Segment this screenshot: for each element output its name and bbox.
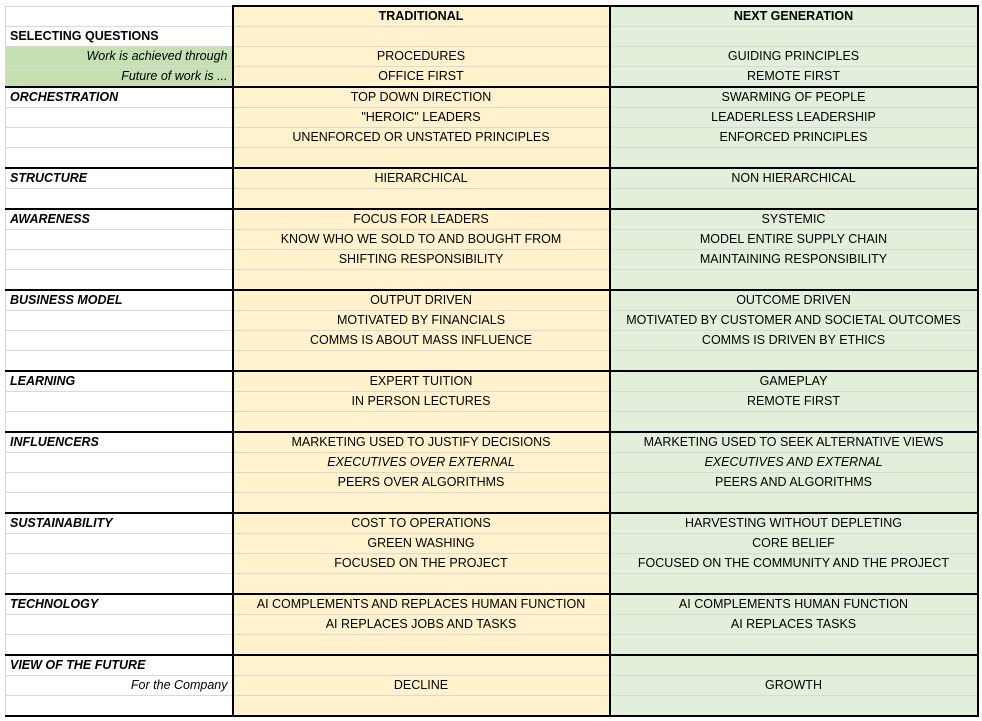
- future-row: [6, 676, 978, 696]
- cell-empty[interactable]: [6, 230, 233, 250]
- section-row-influencers: [6, 493, 978, 514]
- selecting-row: [6, 67, 978, 88]
- cell-empty[interactable]: [6, 331, 233, 351]
- cell-empty[interactable]: [6, 311, 233, 331]
- section-row-orchestration: [6, 108, 978, 128]
- cell-empty[interactable]: [6, 148, 233, 169]
- section-row-business-model: [6, 311, 978, 331]
- next-item[interactable]: LEADERLESS LEADERSHIP: [610, 108, 978, 128]
- section-title-orchestration[interactable]: ORCHESTRATION: [6, 87, 233, 108]
- selecting-label[interactable]: Work is achieved through: [6, 47, 233, 67]
- selecting-traditional[interactable]: PROCEDURES: [233, 47, 610, 67]
- cell-empty[interactable]: [610, 655, 978, 676]
- next-item[interactable]: EXECUTIVES AND EXTERNAL: [610, 453, 978, 473]
- cell-empty[interactable]: [6, 473, 233, 493]
- section-row-awareness: [6, 270, 978, 291]
- section-title-learning[interactable]: LEARNING: [6, 371, 233, 392]
- future-sublabel[interactable]: For the Company: [6, 676, 233, 696]
- section-row-awareness: [6, 230, 978, 250]
- section-row-orchestration: [6, 128, 978, 148]
- traditional-item[interactable]: COST TO OPERATIONS: [233, 513, 610, 534]
- section-row-learning: [6, 412, 978, 433]
- cell-empty[interactable]: [233, 270, 610, 291]
- traditional-item[interactable]: EXPERT TUITION: [233, 371, 610, 392]
- traditional-item[interactable]: EXECUTIVES OVER EXTERNAL: [233, 453, 610, 473]
- cell-empty[interactable]: [233, 351, 610, 372]
- section-row-awareness: [6, 250, 978, 270]
- cell-empty[interactable]: [610, 412, 978, 433]
- comparison-sheet: [5, 5, 979, 717]
- section-row-sustainability: [6, 554, 978, 574]
- cell-empty[interactable]: [233, 189, 610, 210]
- section-title-sustainability[interactable]: SUSTAINABILITY: [6, 513, 233, 534]
- cell-empty[interactable]: [610, 189, 978, 210]
- next-item[interactable]: PEERS AND ALGORITHMS: [610, 473, 978, 493]
- cell-empty[interactable]: [6, 128, 233, 148]
- section-row-technology: [6, 594, 978, 615]
- next-item[interactable]: NON HIERARCHICAL: [610, 168, 978, 189]
- header-traditional[interactable]: TRADITIONAL: [233, 6, 610, 27]
- section-title-influencers[interactable]: INFLUENCERS: [6, 432, 233, 453]
- next-item[interactable]: MODEL ENTIRE SUPPLY CHAIN: [610, 230, 978, 250]
- section-title-business-model[interactable]: BUSINESS MODEL: [6, 290, 233, 311]
- traditional-item[interactable]: AI REPLACES JOBS AND TASKS: [233, 615, 610, 635]
- cell-empty[interactable]: [6, 615, 233, 635]
- traditional-item[interactable]: MARKETING USED TO JUSTIFY DECISIONS: [233, 432, 610, 453]
- cell-empty[interactable]: [610, 270, 978, 291]
- traditional-item[interactable]: IN PERSON LECTURES: [233, 392, 610, 412]
- next-item[interactable]: SYSTEMIC: [610, 209, 978, 230]
- cell-empty[interactable]: [233, 148, 610, 169]
- cell-empty[interactable]: [610, 27, 978, 47]
- traditional-item[interactable]: "HEROIC" LEADERS: [233, 108, 610, 128]
- traditional-item[interactable]: TOP DOWN DIRECTION: [233, 87, 610, 108]
- section-title-technology[interactable]: TECHNOLOGY: [6, 594, 233, 615]
- traditional-item[interactable]: MOTIVATED BY FINANCIALS: [233, 311, 610, 331]
- section-row-orchestration: [6, 87, 978, 108]
- traditional-item[interactable]: PEERS OVER ALGORITHMS: [233, 473, 610, 493]
- traditional-item[interactable]: FOCUS FOR LEADERS: [233, 209, 610, 230]
- next-item[interactable]: FOCUSED ON THE COMMUNITY AND THE PROJECT: [610, 554, 978, 574]
- traditional-item[interactable]: AI COMPLEMENTS AND REPLACES HUMAN FUNCTION: [233, 594, 610, 615]
- selecting-questions-title[interactable]: SELECTING QUESTIONS: [6, 27, 233, 47]
- traditional-item[interactable]: OUTPUT DRIVEN: [233, 290, 610, 311]
- section-row-sustainability: [6, 574, 978, 595]
- next-item[interactable]: HARVESTING WITHOUT DEPLETING: [610, 513, 978, 534]
- section-row-sustainability: [6, 534, 978, 554]
- cell-empty[interactable]: [6, 392, 233, 412]
- cell-empty[interactable]: [6, 351, 233, 372]
- header-row: [6, 6, 978, 27]
- next-item[interactable]: AI COMPLEMENTS HUMAN FUNCTION: [610, 594, 978, 615]
- future-traditional[interactable]: DECLINE: [233, 676, 610, 696]
- header-next-generation[interactable]: NEXT GENERATION: [610, 6, 978, 27]
- cell-empty[interactable]: [610, 493, 978, 514]
- traditional-item[interactable]: GREEN WASHING: [233, 534, 610, 554]
- section-row-structure: [6, 189, 978, 210]
- next-item[interactable]: MARKETING USED TO SEEK ALTERNATIVE VIEWS: [610, 432, 978, 453]
- next-item[interactable]: AI REPLACES TASKS: [610, 615, 978, 635]
- cell-empty[interactable]: [6, 696, 233, 717]
- selecting-next[interactable]: REMOTE FIRST: [610, 67, 978, 88]
- selecting-title-row: [6, 27, 978, 47]
- selecting-traditional[interactable]: OFFICE FIRST: [233, 67, 610, 88]
- cell-empty[interactable]: [610, 351, 978, 372]
- section-row-influencers: [6, 473, 978, 493]
- cell-empty[interactable]: [610, 148, 978, 169]
- cell-empty[interactable]: [610, 696, 978, 717]
- section-row-technology: [6, 635, 978, 656]
- section-row-business-model: [6, 351, 978, 372]
- selecting-label[interactable]: Future of work is ...: [6, 67, 233, 88]
- traditional-item[interactable]: SHIFTING RESPONSIBILITY: [233, 250, 610, 270]
- section-row-influencers: [6, 453, 978, 473]
- next-item[interactable]: OUTCOME DRIVEN: [610, 290, 978, 311]
- section-row-learning: [6, 371, 978, 392]
- section-row-awareness: [6, 209, 978, 230]
- cell-empty[interactable]: [233, 696, 610, 717]
- section-row-influencers: [6, 432, 978, 453]
- cell-empty[interactable]: [6, 493, 233, 514]
- cell-empty[interactable]: [233, 574, 610, 595]
- next-item[interactable]: GAMEPLAY: [610, 371, 978, 392]
- next-item[interactable]: MOTIVATED BY CUSTOMER AND SOCIETAL OUTCOMES: [610, 311, 978, 331]
- cell-empty[interactable]: [6, 189, 233, 210]
- traditional-item[interactable]: FOCUSED ON THE PROJECT: [233, 554, 610, 574]
- cell-empty[interactable]: [233, 635, 610, 656]
- cell-empty[interactable]: [610, 574, 978, 595]
- section-title-structure[interactable]: STRUCTURE: [6, 168, 233, 189]
- traditional-item[interactable]: HIERARCHICAL: [233, 168, 610, 189]
- selecting-next[interactable]: GUIDING PRINCIPLES: [610, 47, 978, 67]
- cell-empty[interactable]: [6, 250, 233, 270]
- cell-empty[interactable]: [233, 493, 610, 514]
- cell-header-label[interactable]: [6, 6, 233, 27]
- cell-empty[interactable]: [6, 574, 233, 595]
- future-title-row: [6, 655, 978, 676]
- next-item[interactable]: MAINTAINING RESPONSIBILITY: [610, 250, 978, 270]
- traditional-item[interactable]: KNOW WHO WE SOLD TO AND BOUGHT FROM: [233, 230, 610, 250]
- section-row-orchestration: [6, 148, 978, 169]
- next-item[interactable]: CORE BELIEF: [610, 534, 978, 554]
- traditional-item[interactable]: UNENFORCED OR UNSTATED PRINCIPLES: [233, 128, 610, 148]
- cell-empty[interactable]: [6, 270, 233, 291]
- section-row-learning: [6, 392, 978, 412]
- section-row-technology: [6, 615, 978, 635]
- next-item[interactable]: REMOTE FIRST: [610, 392, 978, 412]
- section-title-awareness[interactable]: AWARENESS: [6, 209, 233, 230]
- selecting-row: [6, 47, 978, 67]
- cell-empty[interactable]: [6, 635, 233, 656]
- cell-empty[interactable]: [233, 27, 610, 47]
- future-title[interactable]: VIEW OF THE FUTURE: [6, 655, 233, 676]
- future-next[interactable]: GROWTH: [610, 676, 978, 696]
- section-row-structure: [6, 168, 978, 189]
- section-row-business-model: [6, 290, 978, 311]
- cell-empty[interactable]: [6, 108, 233, 128]
- cell-empty[interactable]: [6, 412, 233, 433]
- section-row-business-model: [6, 331, 978, 351]
- cell-empty[interactable]: [233, 655, 610, 676]
- cell-empty[interactable]: [6, 453, 233, 473]
- cell-empty[interactable]: [233, 412, 610, 433]
- cell-empty[interactable]: [6, 554, 233, 574]
- cell-empty[interactable]: [610, 635, 978, 656]
- section-row-sustainability: [6, 513, 978, 534]
- next-item[interactable]: ENFORCED PRINCIPLES: [610, 128, 978, 148]
- cell-empty[interactable]: [6, 534, 233, 554]
- traditional-item[interactable]: COMMS IS ABOUT MASS INFLUENCE: [233, 331, 610, 351]
- next-item[interactable]: COMMS IS DRIVEN BY ETHICS: [610, 331, 978, 351]
- next-item[interactable]: SWARMING OF PEOPLE: [610, 87, 978, 108]
- future-row-empty: [6, 696, 978, 717]
